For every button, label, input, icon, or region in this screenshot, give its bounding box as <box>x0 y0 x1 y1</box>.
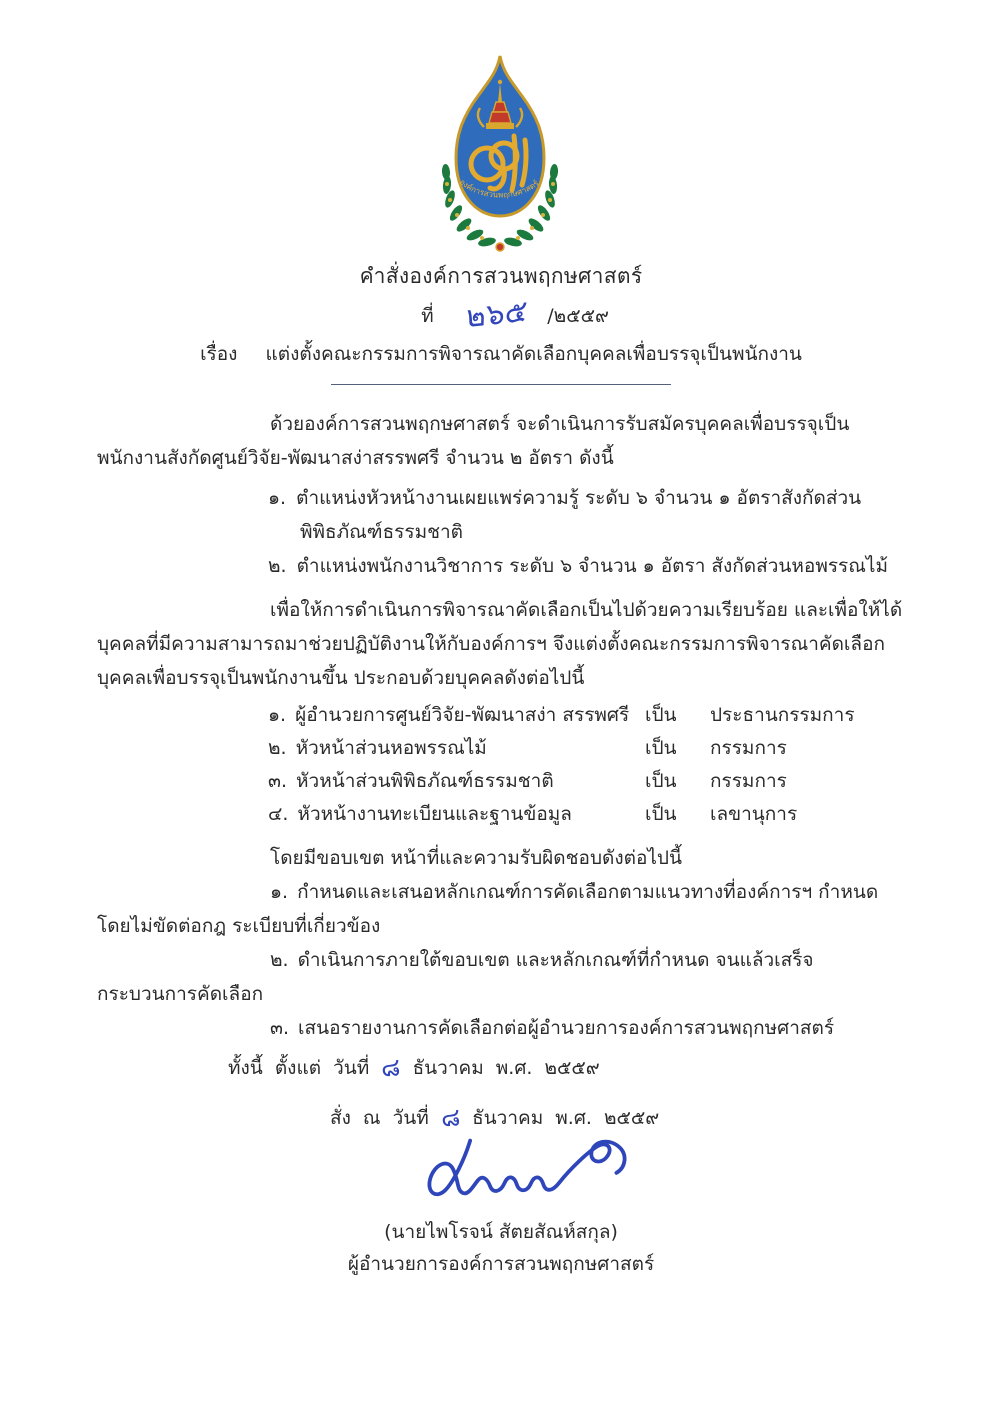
committee-role-cell: เลขานุการ <box>710 803 798 825</box>
committee-number: ๔. <box>268 803 289 825</box>
issued-suffix: ธันวาคม พ.ศ. ๒๕๕๙ <box>472 1107 660 1129</box>
appointment-paragraph: เพื่อให้การดำเนินการพิจารณาคัดเลือกเป็นไปด้วยความเรียบร้อย และเพื่อให้ได้บุคคลที่มีความสามารถมาช่วยปฏิบัติงานให้กับองค์การฯ จึงแต่งตั้งคณะกรรมการพิจารณาคัดเลือกบุคคลเพื่อบรรจุเป็นพนักงานขึ้น ประกอบด้วยบุคคลดังต่อไปนี้ <box>97 599 903 689</box>
issued-prefix: สั่ง ณ วันที่ <box>330 1107 429 1129</box>
committee-number: ๓. <box>268 770 288 792</box>
committee-number: ๑. <box>268 704 287 726</box>
committee-role-cell: กรรมการ <box>710 770 787 792</box>
emblem-arc-text: องค์การสวนพฤกษศาสตร์ <box>457 177 541 200</box>
position-item <box>97 481 905 549</box>
title-divider <box>331 384 671 385</box>
signatory-title: ผู้อำนวยการองค์การสวนพฤกษศาสตร์ <box>347 1253 655 1275</box>
duty-number: ๑. <box>270 881 289 903</box>
subject-label: เรื่อง <box>200 343 238 365</box>
committee-row <box>268 765 905 798</box>
committee-row <box>268 732 905 765</box>
duty-item <box>97 875 905 943</box>
document-body <box>97 260 905 1280</box>
subject-line <box>97 338 905 370</box>
intro-paragraph: ด้วยองค์การสวนพฤกษศาสตร์ จะดำเนินการรับสมัครบุคคลเพื่อบรรจุเป็นพนักงานสังกัดศูนย์วิจัย-พัฒนาสง่าสรรพศรี จำนวน ๒ อัตรา ดังนี้ <box>97 413 850 469</box>
issued-day-handwritten: ๘ <box>439 1102 462 1133</box>
duty-number: ๓. <box>270 1017 290 1039</box>
committee-is-cell: เป็น <box>645 770 677 792</box>
committee-row <box>268 798 905 831</box>
effective-prefix: ทั้งนี้ ตั้งแต่ วันที่ <box>228 1057 370 1079</box>
position-item <box>97 549 905 583</box>
signature-stroke <box>429 1141 624 1195</box>
effective-suffix: ธันวาคม พ.ศ. ๒๕๕๙ <box>412 1057 600 1079</box>
effective-day-handwritten: ๘ <box>380 1052 402 1083</box>
committee-row <box>268 699 905 732</box>
committee-name: หัวหน้างานทะเบียนและฐานข้อมูล <box>297 803 572 825</box>
committee-name: ผู้อำนวยการศูนย์วิจัย-พัฒนาสง่า สรรพศรี <box>295 704 630 726</box>
order-number-line <box>111 293 919 336</box>
order-number-label: ที่ <box>421 305 434 327</box>
committee-is-cell: เป็น <box>645 737 677 759</box>
committee-number: ๒. <box>268 737 287 759</box>
committee-table <box>268 699 905 831</box>
signature <box>415 1133 645 1209</box>
order-number-year: /๒๕๕๙ <box>547 305 609 327</box>
duties-intro: โดยมีขอบเขต หน้าที่และความรับผิดชอบดังต่อไปนี้ <box>270 847 682 869</box>
committee-role-cell: ประธานกรรมการ <box>710 704 855 726</box>
issued-date-line <box>330 1101 905 1135</box>
position-number: ๑. <box>268 487 287 509</box>
duty-text: กำหนดและเสนอหลักเกณฑ์การคัดเลือกตามแนวทางที่องค์การฯ กำหนด โดยไม่ขัดต่อกฎ ระเบียบที่เกี่ยวข้อง <box>97 881 879 937</box>
committee-is-cell: เป็น <box>645 803 677 825</box>
duty-item <box>97 943 905 1011</box>
signatory-name: (นายไพโรจน์ สัตยสัณห์สกุล) <box>384 1221 618 1243</box>
committee-name-cell <box>268 732 645 765</box>
subject-text: แต่งตั้งคณะกรรมการพิจารณาคัดเลือกบุคคลเพื่อบรรจุเป็นพนักงาน <box>265 343 802 365</box>
position-text: ตำแหน่งพนักงานวิชาการ ระดับ ๖ จำนวน ๑ อัตรา สังกัดส่วนหอพรรณไม้ <box>296 555 888 577</box>
position-list <box>97 481 905 583</box>
duty-text: ดำเนินการภายใต้ขอบเขต และหลักเกณฑ์ที่กำหนด จนแล้วเสร็จกระบวนการคัดเลือก <box>97 949 814 1005</box>
committee-name-cell <box>268 798 645 831</box>
committee-is-cell: เป็น <box>645 704 677 726</box>
effective-date-line <box>228 1051 905 1085</box>
botanical-garden-emblem <box>435 52 565 257</box>
duty-item <box>97 1011 905 1045</box>
committee-name: หัวหน้าส่วนพิพิธภัณฑ์ธรรมชาติ <box>296 770 554 792</box>
committee-role-cell: กรรมการ <box>710 737 787 759</box>
duty-text: เสนอรายงานการคัดเลือกต่อผู้อำนวยการองค์การสวนพฤกษศาสตร์ <box>298 1017 835 1039</box>
order-title: คำสั่งองค์การสวนพฤกษศาสตร์ <box>359 264 643 288</box>
committee-name-cell <box>268 765 645 798</box>
duty-number: ๒. <box>270 949 289 971</box>
position-number: ๒. <box>268 555 287 577</box>
committee-name-cell <box>268 699 645 732</box>
order-number-handwritten: ๒๖๕ <box>465 293 528 336</box>
committee-name: หัวหน้าส่วนหอพรรณไม้ <box>295 737 487 759</box>
position-text: ตำแหน่งหัวหน้างานเผยแพร่ความรู้ ระดับ ๖ จำนวน ๑ อัตราสังกัดส่วนพิพิธภัณฑ์ธรรมชาติ <box>296 487 862 543</box>
